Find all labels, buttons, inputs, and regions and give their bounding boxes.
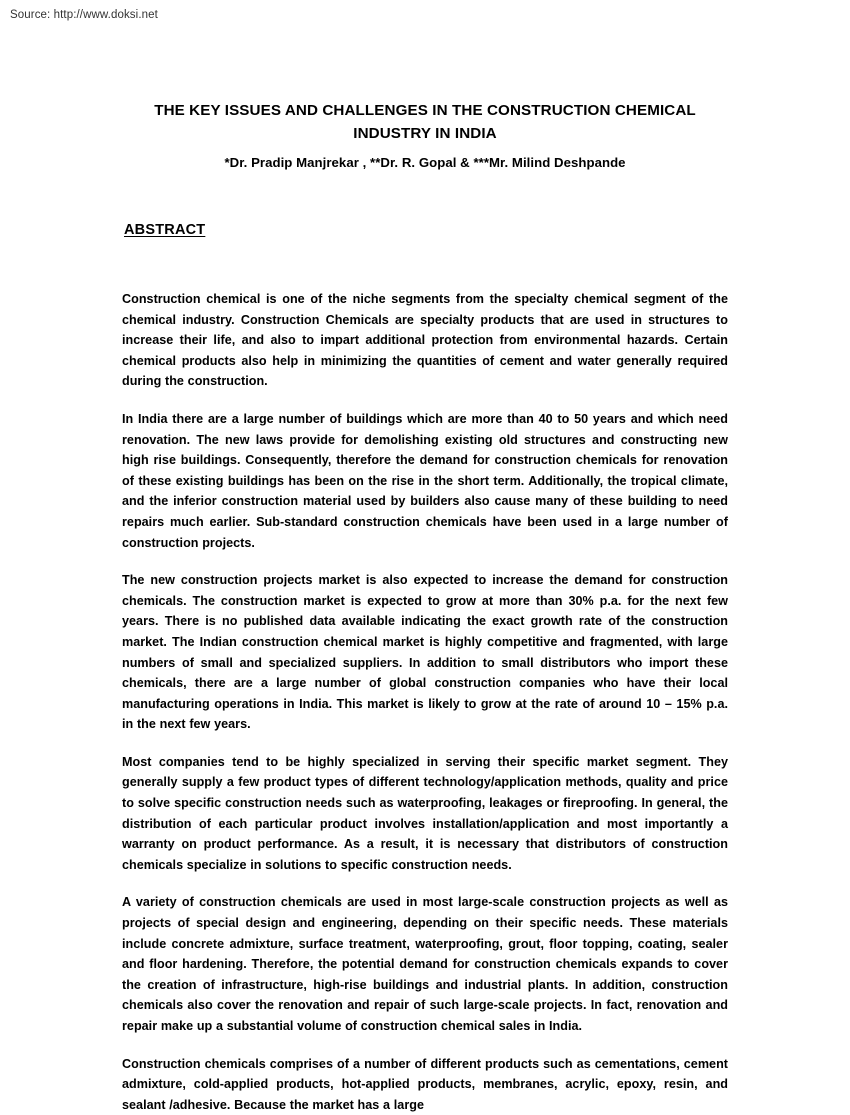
paragraph: The new construction projects market is also expected to increase the demand for construction chemicals. The construction market is expected to grow at more than 30% p.a. for the next few years. There is no published data available indicating the exact growth rate of the construction market. The Indian construction chemical market is highly competitive and fragmented, with large numbers of small and specialized suppliers. In addition to small distributors who import these chemicals, there are a large number of global construction companies who have their local manufacturing operations in India. This market is likely to grow at the rate of around 10 – 15% p.a. in the next few years. <box>122 573 728 732</box>
paragraph: Construction chemicals comprises of a number of different products such as cementations, cement admixture, cold-applied products, hot-applied products, membranes, acrylic, epoxy, resin, and sealant /adhesive. Because the market has a large <box>122 1056 728 1112</box>
paragraph: Construction chemical is one of the niche segments from the specialty chemical segment of the chemical industry. Construction Chemicals are specialty products that are used in structures to increase their life, and also to impart additional protection from environmental hazards. Certain chemical products also help in minimizing the quantities of cement and water generally required during the construction. <box>122 292 728 389</box>
page-title: THE KEY ISSUES AND CHALLENGES IN THE CONSTRUCTION CHEMICAL INDUSTRY IN INDIA <box>154 102 696 142</box>
abstract-body <box>122 289 728 1115</box>
paragraph: In India there are a large number of buildings which are more than 40 to 50 years and which need renovation. The new laws provide for demolishing existing old structures and constructing new high rise buildings. Consequently, therefore the demand for construction chemicals for renovation of these existing buildings has been on the rise in the short term. Additionally, the tropical climate, and the inferior construction material used by builders also cause many of these building to need repairs much earlier. Sub-standard construction chemicals have been used in a large number of construction projects. <box>122 411 728 550</box>
source-url-header: Source: http://www.doksi.net <box>10 9 158 21</box>
paragraph: A variety of construction chemicals are used in most large-scale construction projects as well as projects of special design and engineering, depending on their specific needs. These materials include concrete admixture, surface treatment, waterproofing, grout, floor topping, coating, sealer and floor hardening. Therefore, the potential demand for construction chemicals expands to cover the creation of infrastructure, high-rise buildings and industrial plants. In addition, construction chemicals also cover the renovation and repair of such large-scale projects. In fact, renovation and repair make up a substantial volume of construction chemical sales in India. <box>122 895 728 1033</box>
abstract-heading: ABSTRACT <box>124 222 206 238</box>
paragraph: Most companies tend to be highly specialized in serving their specific market segment. They generally supply a few product types of different technology/application methods, quality and price to solve specific construction needs such as waterproofing, leakages or fireproofing. In general, the distribution of each particular product involves installation/application and most importantly a warranty on product performance. As a result, it is necessary that distributors of construction chemicals specialize in solutions to specific construction needs. <box>122 754 728 872</box>
title-block <box>122 99 728 145</box>
author-line: *Dr. Pradip Manjrekar , **Dr. R. Gopal & ***Mr. Milind Deshpande <box>224 155 626 170</box>
